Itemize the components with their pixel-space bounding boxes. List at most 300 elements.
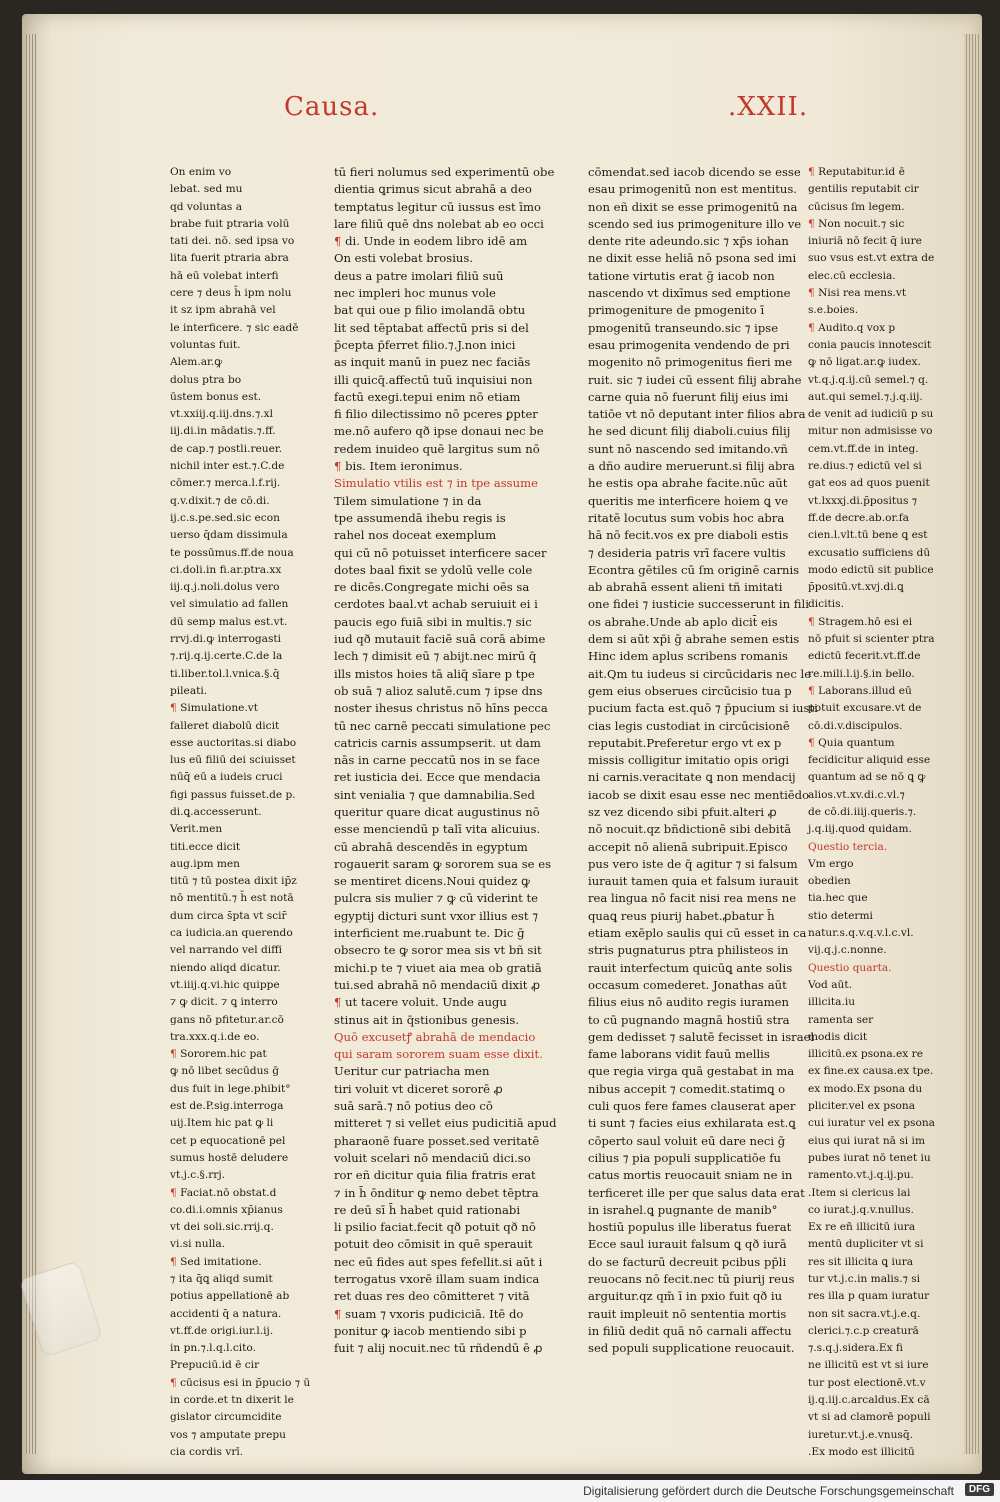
manuscript-page bbox=[22, 14, 982, 1474]
text-line bbox=[170, 925, 310, 942]
line-text: ⁊ ita q̄ꝗ aliqd sumit bbox=[170, 1273, 273, 1285]
line-text: cūcisus esi in p̄pucio ⁊ ū bbox=[180, 1376, 311, 1389]
pilcrow-mark: ¶ bbox=[808, 736, 819, 749]
line-text: .Ex modo est illicitū bbox=[808, 1445, 915, 1458]
line-text: excusatio sufficiens dū bbox=[808, 546, 931, 559]
text-line bbox=[170, 960, 310, 977]
text-line bbox=[808, 1254, 958, 1271]
line-text: pulcra sis mulier ⁊ ꝙ cū viderint te bbox=[334, 891, 538, 906]
text-line bbox=[170, 354, 310, 371]
text-line bbox=[334, 700, 556, 717]
text-line bbox=[588, 1236, 798, 1253]
text-line bbox=[588, 354, 798, 371]
text-line bbox=[808, 1427, 958, 1444]
line-text: tū fieri nolumus sed experimentū obe bbox=[334, 165, 555, 179]
line-text: gislator circumcidite bbox=[170, 1411, 282, 1424]
text-line bbox=[588, 1029, 815, 1046]
line-text: non sit sacra.vt.j.e.q. bbox=[808, 1307, 921, 1320]
line-text: vt.lxxxj.di.p̄positus ⁊ bbox=[808, 494, 918, 507]
line-text: aut.qui semel.⁊.j.q.iij. bbox=[808, 390, 923, 403]
line-text: paucis ego fuiā sibi in multis.⁊ sic bbox=[334, 614, 532, 629]
pilcrow-mark: ¶ bbox=[808, 166, 819, 178]
line-text: Questio quarta. bbox=[808, 961, 892, 974]
line-text: gat eos ad quos puenit bbox=[808, 477, 930, 490]
text-line bbox=[808, 856, 958, 873]
text-line bbox=[808, 752, 958, 769]
text-line bbox=[170, 994, 310, 1011]
text-line bbox=[170, 1167, 310, 1184]
text-line bbox=[808, 233, 958, 250]
text-line bbox=[334, 389, 556, 406]
line-text: eius qui iurat nā si im bbox=[808, 1134, 925, 1147]
gloss-column-left bbox=[170, 164, 310, 1461]
line-text: nibus accepit ⁊ comedit.statimꝗ o bbox=[588, 1081, 786, 1096]
text-line bbox=[808, 890, 958, 907]
text-line bbox=[588, 1306, 798, 1323]
text-line bbox=[808, 268, 958, 285]
line-text: ⁊ in h̄ ōnditur ꝙ nemo debet tēptra bbox=[334, 1185, 539, 1200]
text-line bbox=[808, 527, 958, 544]
text-line bbox=[334, 804, 556, 821]
line-text: sumus hostē deludere bbox=[170, 1151, 289, 1164]
text-line bbox=[334, 596, 556, 613]
text-line bbox=[170, 942, 310, 959]
text-line bbox=[334, 372, 556, 389]
text-line bbox=[808, 441, 958, 458]
text-line bbox=[588, 372, 802, 389]
text-line bbox=[588, 1115, 798, 1132]
text-line bbox=[808, 250, 958, 267]
line-text: deus a patre imolari filiū suū bbox=[334, 268, 504, 283]
line-text: ni carnis.veracitate ꝗ non mendacij bbox=[588, 770, 796, 785]
line-text: potius appellationē ab bbox=[170, 1290, 290, 1303]
line-text: sunt nō nascendo sed imitando.vñ bbox=[588, 441, 788, 456]
line-text: Stragem.hō esi ei bbox=[818, 615, 913, 628]
line-text: nō pfuit si scienter ptra bbox=[808, 633, 935, 646]
line-text: esau primogenita vendendo de pri bbox=[588, 337, 790, 352]
text-line bbox=[170, 1202, 310, 1219]
text-line bbox=[808, 735, 958, 752]
page-edge-left bbox=[26, 34, 36, 1454]
line-text: uij.Item hic pat ꝙ li bbox=[170, 1117, 274, 1130]
line-text: gem eius obserues circūcisio tua p bbox=[588, 683, 792, 698]
pilcrow-mark: ¶ bbox=[334, 234, 346, 249]
text-line bbox=[808, 1288, 958, 1305]
text-line bbox=[170, 545, 310, 562]
text-line bbox=[170, 1323, 310, 1340]
text-line bbox=[170, 700, 310, 717]
line-text: iij.q.j.noli.dolus vero bbox=[170, 581, 280, 594]
line-text: sint venialia ⁊ que damnabilia.Sed bbox=[334, 787, 535, 802]
text-line bbox=[808, 320, 958, 337]
text-line bbox=[808, 1444, 958, 1461]
text-line bbox=[808, 354, 958, 371]
line-text: temptatus legitur cū iussus est īmo bbox=[334, 199, 541, 214]
page-edge-right bbox=[964, 34, 980, 1454]
line-text: vt si ad clamorē populi bbox=[808, 1411, 931, 1424]
line-text: me.nō aufero qð ipse donaui nec be bbox=[334, 424, 544, 439]
line-text: de cap.⁊ postli.reuer. bbox=[170, 442, 283, 455]
text-line bbox=[334, 510, 556, 527]
line-text: te possūmus.ff.de noua bbox=[170, 546, 294, 559]
text-line bbox=[808, 596, 958, 613]
line-text: re.mili.l.ij.§.in bello. bbox=[808, 667, 915, 680]
text-line bbox=[334, 423, 556, 440]
text-line bbox=[808, 631, 958, 648]
text-line bbox=[588, 908, 798, 925]
line-text: ⁊ ꝙ dicit. ⁊ ꝗ interro bbox=[170, 996, 278, 1009]
line-text: primogeniture de pmogenito ī bbox=[588, 303, 765, 318]
line-text: vt.xxiij.q.iij.dns.⁊.xl bbox=[170, 408, 273, 421]
line-text: li psilio faciat.fecit qð potuit qð nō bbox=[334, 1220, 536, 1235]
text-line bbox=[334, 1202, 556, 1219]
text-line bbox=[170, 510, 310, 527]
text-line bbox=[588, 164, 801, 181]
text-line bbox=[170, 233, 310, 250]
line-text: Sororem.hic pat bbox=[180, 1048, 267, 1061]
text-line bbox=[588, 1219, 798, 1236]
text-line bbox=[170, 441, 310, 458]
line-text: nichil inter est.⁊.C.de bbox=[170, 460, 285, 473]
text-line bbox=[588, 337, 798, 354]
text-line bbox=[588, 545, 798, 562]
text-line bbox=[334, 1063, 556, 1080]
text-line bbox=[588, 458, 798, 475]
text-line bbox=[170, 856, 310, 873]
line-text: aug.ipm men bbox=[170, 857, 241, 870]
text-line bbox=[588, 787, 810, 804]
line-text: Simulatione.vt bbox=[180, 702, 259, 715]
line-text: nās in carne peccatū nos in se face bbox=[334, 753, 540, 768]
line-text: ramento.vt.j.q.ij.pu. bbox=[808, 1169, 914, 1182]
text-line bbox=[808, 942, 958, 959]
text-line bbox=[334, 683, 556, 700]
text-line bbox=[334, 1236, 556, 1253]
line-text: accidenti q̄ a natura. bbox=[170, 1307, 282, 1320]
line-text: ponitur ꝙ iacob mentiendo sibi p bbox=[334, 1323, 527, 1338]
line-text: Prepuciū.id ē cir bbox=[170, 1359, 260, 1372]
line-text: tpe assumendā ihebu regis is bbox=[334, 510, 506, 525]
text-line bbox=[808, 700, 958, 717]
line-text: lech ⁊ dimisit eū ⁊ abijt.nec mirū q̄ bbox=[334, 649, 537, 664]
line-text: fecidicitur aliquid esse bbox=[808, 754, 931, 767]
text-line bbox=[808, 1167, 958, 1184]
line-text: gans nō pfitetur.ar.cō bbox=[170, 1013, 284, 1026]
line-text: in israhel.ꝗ pugnante de manib° bbox=[588, 1202, 778, 1217]
line-text: sz vez dicendo sibi pfuit.alteri ꝓ bbox=[588, 804, 777, 819]
line-text: rauit impleuit nō sententia mortis bbox=[588, 1306, 787, 1321]
line-text: dente rite adeundo.sic ⁊ xp̄s iohan bbox=[588, 234, 789, 249]
text-line bbox=[170, 1271, 310, 1288]
pilcrow-mark: ¶ bbox=[808, 217, 819, 230]
line-text: ne illicitū est vt si iure bbox=[808, 1359, 929, 1372]
text-line bbox=[170, 769, 310, 786]
line-text: in corde.et tn dixerit le bbox=[170, 1394, 294, 1407]
text-line bbox=[588, 718, 798, 735]
text-line bbox=[588, 666, 812, 683]
pilcrow-mark: ¶ bbox=[808, 287, 819, 300]
text-line bbox=[588, 389, 798, 406]
line-text: cō.di.v.discipulos. bbox=[808, 719, 903, 732]
line-text: bis. Item ieronimus. bbox=[345, 459, 463, 474]
line-text: lita fuerit ptraria abra bbox=[170, 252, 289, 265]
text-line bbox=[334, 164, 556, 181]
line-text: culi quos fere fames clauserat aper bbox=[588, 1099, 796, 1114]
line-text: Alem.ar.ꝙ bbox=[170, 356, 223, 369]
line-text: cōmendat.sed iacob dicendo se esse bbox=[588, 165, 801, 179]
line-text: ut tacere voluit. Unde augu bbox=[345, 995, 507, 1010]
text-line bbox=[588, 614, 798, 631]
text-line bbox=[808, 510, 958, 527]
text-line bbox=[170, 562, 310, 579]
line-text: it sz ipm abrahā vel bbox=[170, 304, 276, 317]
line-text: Quia quantum bbox=[818, 736, 895, 749]
text-line bbox=[808, 545, 958, 562]
text-line bbox=[588, 1167, 798, 1184]
text-line bbox=[170, 302, 310, 319]
text-line bbox=[170, 666, 310, 683]
pilcrow-mark: ¶ bbox=[334, 459, 346, 474]
line-text: gentilis reputabit cir bbox=[808, 183, 919, 196]
text-line bbox=[170, 890, 310, 907]
text-line bbox=[170, 216, 310, 233]
text-line bbox=[334, 960, 556, 977]
text-line bbox=[588, 1063, 798, 1080]
text-line bbox=[588, 562, 798, 579]
line-text: vt.iiij.q.vi.hic quippe bbox=[170, 978, 280, 991]
text-line bbox=[334, 285, 556, 302]
line-text: ij.q.iij.c.arcaldus.Ex cā bbox=[808, 1394, 930, 1407]
text-line bbox=[170, 1392, 310, 1409]
text-line bbox=[808, 1029, 958, 1046]
text-line bbox=[808, 1271, 958, 1288]
line-text: ror eñ dicitur quia filia fratris erat bbox=[334, 1168, 536, 1183]
line-text: di.ꝗ.accesserunt. bbox=[170, 805, 262, 818]
text-line bbox=[170, 1409, 310, 1426]
text-line bbox=[334, 925, 556, 942]
line-text: ritatē locutus sum vobis hoc abra bbox=[588, 510, 785, 525]
line-text: factū exegi.tepui enim nō etiam bbox=[334, 389, 521, 404]
text-line bbox=[334, 458, 556, 475]
text-line bbox=[170, 752, 310, 769]
line-text: catus mortis reuocauit sniam ne in bbox=[588, 1168, 793, 1183]
line-text: s.e.boies. bbox=[808, 304, 859, 317]
line-text: niendo aliqd dicatur. bbox=[170, 961, 281, 974]
text-line bbox=[808, 1133, 958, 1150]
line-text: queritur quare dicat augustinus nō bbox=[334, 804, 540, 819]
text-line bbox=[170, 1081, 310, 1098]
text-line bbox=[588, 233, 798, 250]
footer-credit: Digitalisierung gefördert durch die Deutsche Forschungsgemeinschaft bbox=[583, 1484, 954, 1498]
text-line bbox=[334, 527, 556, 544]
text-line bbox=[170, 1063, 310, 1080]
text-line bbox=[588, 510, 798, 527]
text-line bbox=[588, 804, 798, 821]
line-text: scendo sed ius primogeniture illo ve bbox=[588, 216, 802, 231]
line-text: ca iudicia.an querendo bbox=[170, 927, 293, 940]
line-text: non eñ dixit se esse primogenitū na bbox=[588, 199, 798, 214]
text-line bbox=[588, 1012, 798, 1029]
pilcrow-mark: ¶ bbox=[808, 684, 819, 697]
text-line bbox=[808, 1409, 958, 1426]
line-text: ills mistos hoies tā aliq̄ sīare p tpe bbox=[334, 666, 535, 681]
line-text: Reputabitur.id ē bbox=[818, 166, 905, 178]
text-line bbox=[334, 769, 556, 786]
text-line bbox=[808, 475, 958, 492]
text-line bbox=[808, 164, 958, 181]
text-line bbox=[170, 458, 310, 475]
line-text: tia.hec que bbox=[808, 892, 868, 905]
text-line bbox=[170, 475, 310, 492]
text-line bbox=[334, 631, 556, 648]
line-text: tatione virtutis erat ḡ iacob non bbox=[588, 268, 775, 283]
line-text: dolus ptra bo bbox=[170, 373, 242, 386]
text-line bbox=[170, 787, 310, 804]
text-line bbox=[588, 1202, 798, 1219]
line-text: ait.Qm tu iudeus si circūcidaris nec le bbox=[588, 666, 812, 681]
line-text: Laborans.illud eū bbox=[818, 684, 912, 697]
line-text: dū semp malus est.vt. bbox=[170, 615, 288, 628]
text-line bbox=[334, 1150, 556, 1167]
text-line bbox=[170, 1185, 310, 1202]
line-text: Questio tercia. bbox=[808, 840, 888, 853]
line-text: iacob se dixit esau esse nec mentiēdo bbox=[588, 787, 810, 802]
text-line bbox=[334, 614, 556, 631]
line-text: Ecce saul iurauit falsum ꝗ qð iurā bbox=[588, 1237, 787, 1252]
text-line bbox=[170, 839, 310, 856]
line-text: re dicēs.Congregate michi oēs sa bbox=[334, 580, 530, 595]
line-text: titi.ecce dicit bbox=[170, 840, 241, 853]
text-line bbox=[588, 493, 798, 510]
line-text: que regia virga quā gestabat in ma bbox=[588, 1064, 795, 1079]
line-text: tur post electionē.vt.v bbox=[808, 1376, 926, 1389]
line-text: ne dixit esse heliā nō psona sed imi bbox=[588, 251, 797, 266]
line-text: res illa p quam iuratur bbox=[808, 1290, 930, 1303]
line-text: vt dei soli.sic.rrij.q. bbox=[170, 1221, 274, 1234]
line-text: ⁊.rij.q.ij.certe.C.de la bbox=[170, 650, 283, 663]
text-line bbox=[808, 181, 958, 198]
gloss-column-right bbox=[808, 164, 958, 1461]
text-line bbox=[808, 960, 958, 977]
line-text: falleret diabolū dicit bbox=[170, 719, 280, 732]
line-text: iniuriā nō fecit q̄ iure bbox=[808, 235, 922, 248]
text-line bbox=[588, 648, 798, 665]
line-text: Non nocuit.⁊ sic bbox=[818, 217, 905, 230]
line-text: filius eius nō audito regis iuramen bbox=[588, 995, 790, 1010]
line-text: illicitū.ex psona.ex re bbox=[808, 1048, 923, 1061]
text-line bbox=[170, 285, 310, 302]
text-line bbox=[588, 1185, 805, 1202]
line-text: voluit scelari nō mendaciū dici.so bbox=[334, 1150, 531, 1165]
line-text: cōperto saul voluit eū dare neci ḡ bbox=[588, 1133, 786, 1148]
line-text: vos ⁊ amputate prepu bbox=[170, 1428, 286, 1441]
line-text: in filiū dedit quā nō carnali affectu bbox=[588, 1323, 792, 1338]
text-line bbox=[588, 1150, 798, 1167]
text-line bbox=[334, 233, 556, 250]
text-line bbox=[588, 1098, 798, 1115]
text-line bbox=[170, 1444, 310, 1461]
line-text: Tilem simulatione ⁊ in da bbox=[334, 493, 482, 508]
line-text: ab abrahā essent alieni tñ imitati bbox=[588, 580, 783, 595]
text-line bbox=[588, 441, 798, 458]
text-line bbox=[588, 942, 798, 959]
line-text: p̄cepta p̄ferret filio.⁊.J.non inici bbox=[334, 337, 516, 352]
line-text: cōmer.⁊ merca.l.f.rij. bbox=[170, 477, 281, 490]
text-line bbox=[334, 406, 556, 423]
text-line bbox=[170, 493, 310, 510]
line-text: natur.s.q.v.q.v.l.c.vl. bbox=[808, 927, 914, 940]
text-line bbox=[808, 908, 958, 925]
text-line bbox=[808, 1306, 958, 1323]
text-line bbox=[170, 1098, 310, 1115]
line-text: vt.q.j.q.ij.cū semel.⁊ q. bbox=[808, 373, 929, 386]
line-text: a dño audire meruerunt.si filij abra bbox=[588, 459, 795, 474]
line-text: vel narrando vel diffi bbox=[170, 944, 283, 957]
text-line bbox=[588, 960, 798, 977]
text-line bbox=[334, 337, 556, 354]
line-text: ex modo.Ex psona du bbox=[808, 1082, 923, 1095]
text-line bbox=[588, 1323, 798, 1340]
line-text: mogenito nō primogenitus fieri me bbox=[588, 355, 793, 370]
line-text: queritis me interficere hoiem ꝗ ve bbox=[588, 493, 789, 508]
text-line bbox=[588, 1046, 798, 1063]
text-line bbox=[334, 1098, 556, 1115]
text-line bbox=[170, 1288, 310, 1305]
line-text: lus eū filiū dei sciuisset bbox=[170, 754, 296, 767]
line-text: lit sed tēptabat affectū pris si del bbox=[334, 320, 529, 335]
text-line bbox=[334, 562, 556, 579]
text-line bbox=[334, 821, 556, 838]
line-text: Audito.q vox p bbox=[818, 321, 896, 334]
text-line bbox=[334, 977, 556, 994]
line-text: accepit nō alienā subripuit.Episco bbox=[588, 839, 788, 854]
text-line bbox=[334, 1306, 556, 1323]
line-text: ꝙ nō ligat.ar.ꝙ iudex. bbox=[808, 356, 921, 369]
line-text: lare filiū quē dns nolebat ab eo occi bbox=[334, 216, 544, 231]
line-text: iurauit tamen quia et falsum iurauit bbox=[588, 874, 799, 889]
text-line bbox=[588, 700, 818, 717]
text-line bbox=[170, 337, 310, 354]
text-line bbox=[170, 1046, 310, 1063]
line-text: Sed imitatione. bbox=[180, 1255, 262, 1268]
text-line bbox=[808, 1012, 958, 1029]
text-line bbox=[588, 994, 798, 1011]
line-text: nec impleri hoc munus vole bbox=[334, 286, 496, 301]
line-text: carne quia nō fuerunt filij eius imi bbox=[588, 389, 789, 404]
line-text: redem inuideo quē largitus sum nō bbox=[334, 441, 540, 456]
line-text: tui.sed abrahā nō mendaciū dixit ꝓ bbox=[334, 977, 541, 992]
text-line bbox=[334, 787, 556, 804]
line-text: mentū dupliciter vt si bbox=[808, 1238, 924, 1251]
line-text: hostiū populus ille liberatus fuerat bbox=[588, 1220, 792, 1235]
line-text: stris pugnaturus ptra philisteos in bbox=[588, 943, 789, 958]
text-line bbox=[170, 614, 310, 631]
line-text: reputabit.Preferetur ergo vt ex p bbox=[588, 735, 782, 750]
line-text: nascendo vt dixīmus sed emptione bbox=[588, 286, 791, 301]
line-text: do se facturū decreuit pcibus pp̄li bbox=[588, 1254, 787, 1269]
line-text: illicita.iu bbox=[808, 996, 856, 1009]
text-line bbox=[334, 579, 556, 596]
line-text: ti.liber.tol.l.vnica.§.q̄ bbox=[170, 667, 280, 680]
line-text: etiam exēplo saulis qui cū esset in ca bbox=[588, 926, 807, 941]
text-column-right bbox=[588, 164, 818, 1357]
line-text: michi.p te ⁊ viuet aia mea ob gratiā bbox=[334, 960, 542, 975]
text-line bbox=[334, 1323, 556, 1340]
line-text: cū abrahā descendēs in egyptum bbox=[334, 839, 528, 854]
line-text: Vm ergo bbox=[808, 857, 854, 870]
text-line bbox=[170, 579, 310, 596]
line-text: ret iusticia dei. Ecce que mendacia bbox=[334, 770, 541, 785]
